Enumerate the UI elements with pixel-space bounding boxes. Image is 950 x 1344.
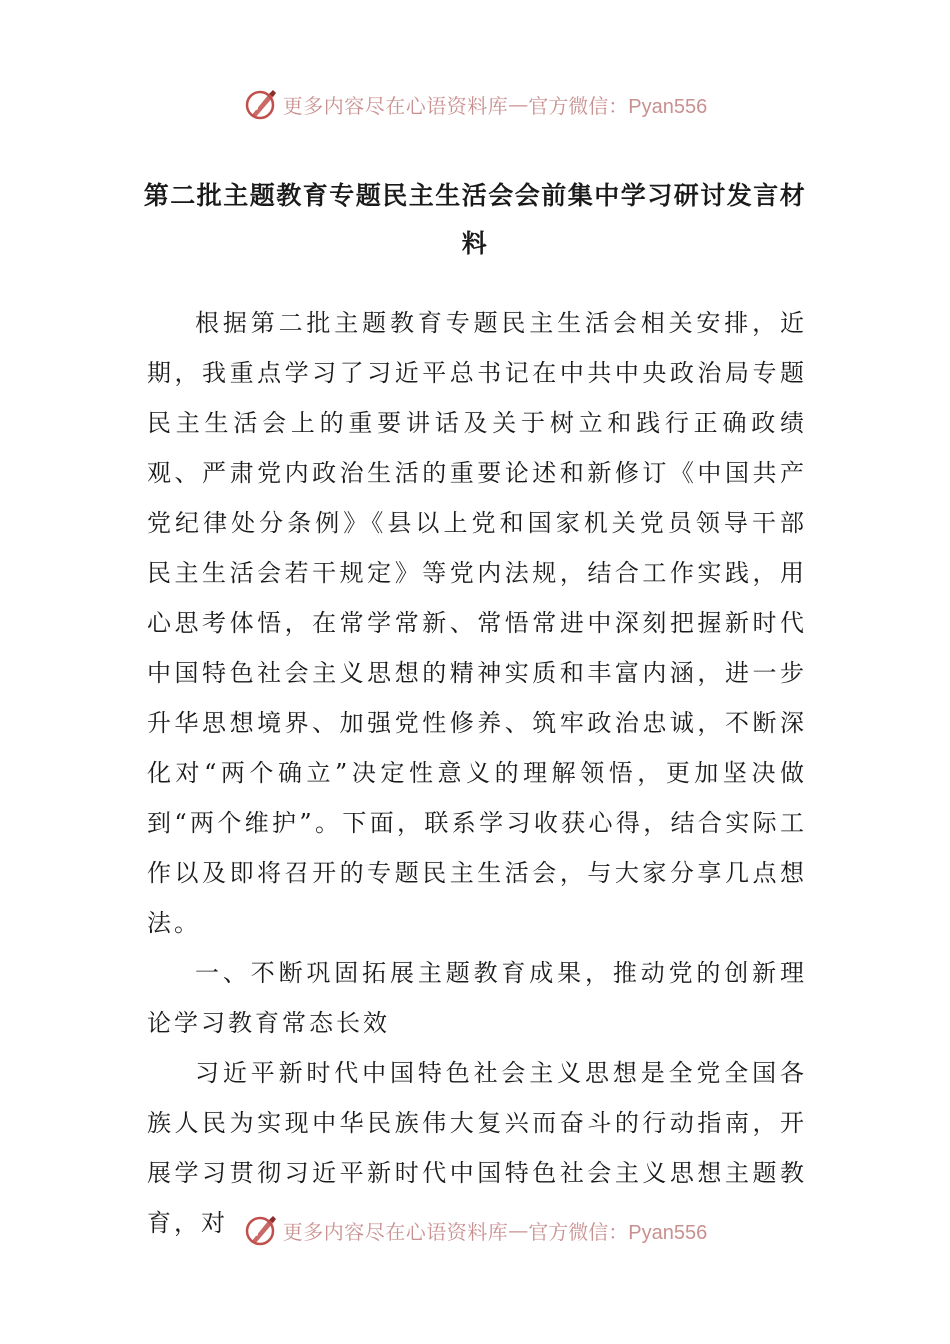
banner-text: 更多内容尽在心语资料库 — [282, 93, 509, 118]
banner-separator: — — [508, 92, 529, 116]
footer-banner-wechat: 官方微信：Pyan556 — [528, 1221, 708, 1244]
pen-logo-icon — [243, 1212, 279, 1248]
banner-wechat: 官方微信：Pyan556 — [528, 95, 708, 118]
pen-logo-icon — [243, 86, 279, 122]
header-banner — [0, 84, 950, 124]
paragraph-intro: 根据第二批主题教育专题民主生活会相关安排，近期，我重点学习了习近平总书记在中共中央政治局专题民主生活会上的重要讲话及关于树立和践行正确政绩观、严肃党内政治生活的重要论述和新修订《中国共产党纪律处分条例》《县以上党和国家机关党员领导干部民主生活会若干规定》等党内法规，结合工作实践，用心思考体悟，在常学常新、常悟常进中深刻把握新时代中国特色社会主义思想的精神实质和丰富内涵，进一步升华思想境界、加强党性修养、筑牢政治忠诚，不断深化对“两个确立”决定性意义的理解领悟，更加坚决做到“两个维护”。下面，联系学习收获心得，结合实际工作以及即将召开的专题民主生活会，与大家分享几点想法。 — [147, 309, 807, 937]
paragraph-section-1: 习近平新时代中国特色社会主义思想是全党全国各族人民为实现中华民族伟大复兴而奋斗的行动指南，开展学习贯彻习近平新时代中国特色社会主义思想主题教育，对 — [147, 1059, 807, 1237]
document-title: 第二批主题教育专题民主生活会会前集中学习研讨发言材料 — [143, 181, 807, 258]
footer-banner-text: 更多内容尽在心语资料库 — [282, 1219, 509, 1244]
section-heading-1: 一、不断巩固拓展主题教育成果，推动党的创新理论学习教育常态长效 — [147, 959, 807, 1037]
document-body — [147, 298, 807, 1248]
footer-banner — [0, 1210, 950, 1250]
footer-banner-separator: — — [508, 1218, 529, 1242]
